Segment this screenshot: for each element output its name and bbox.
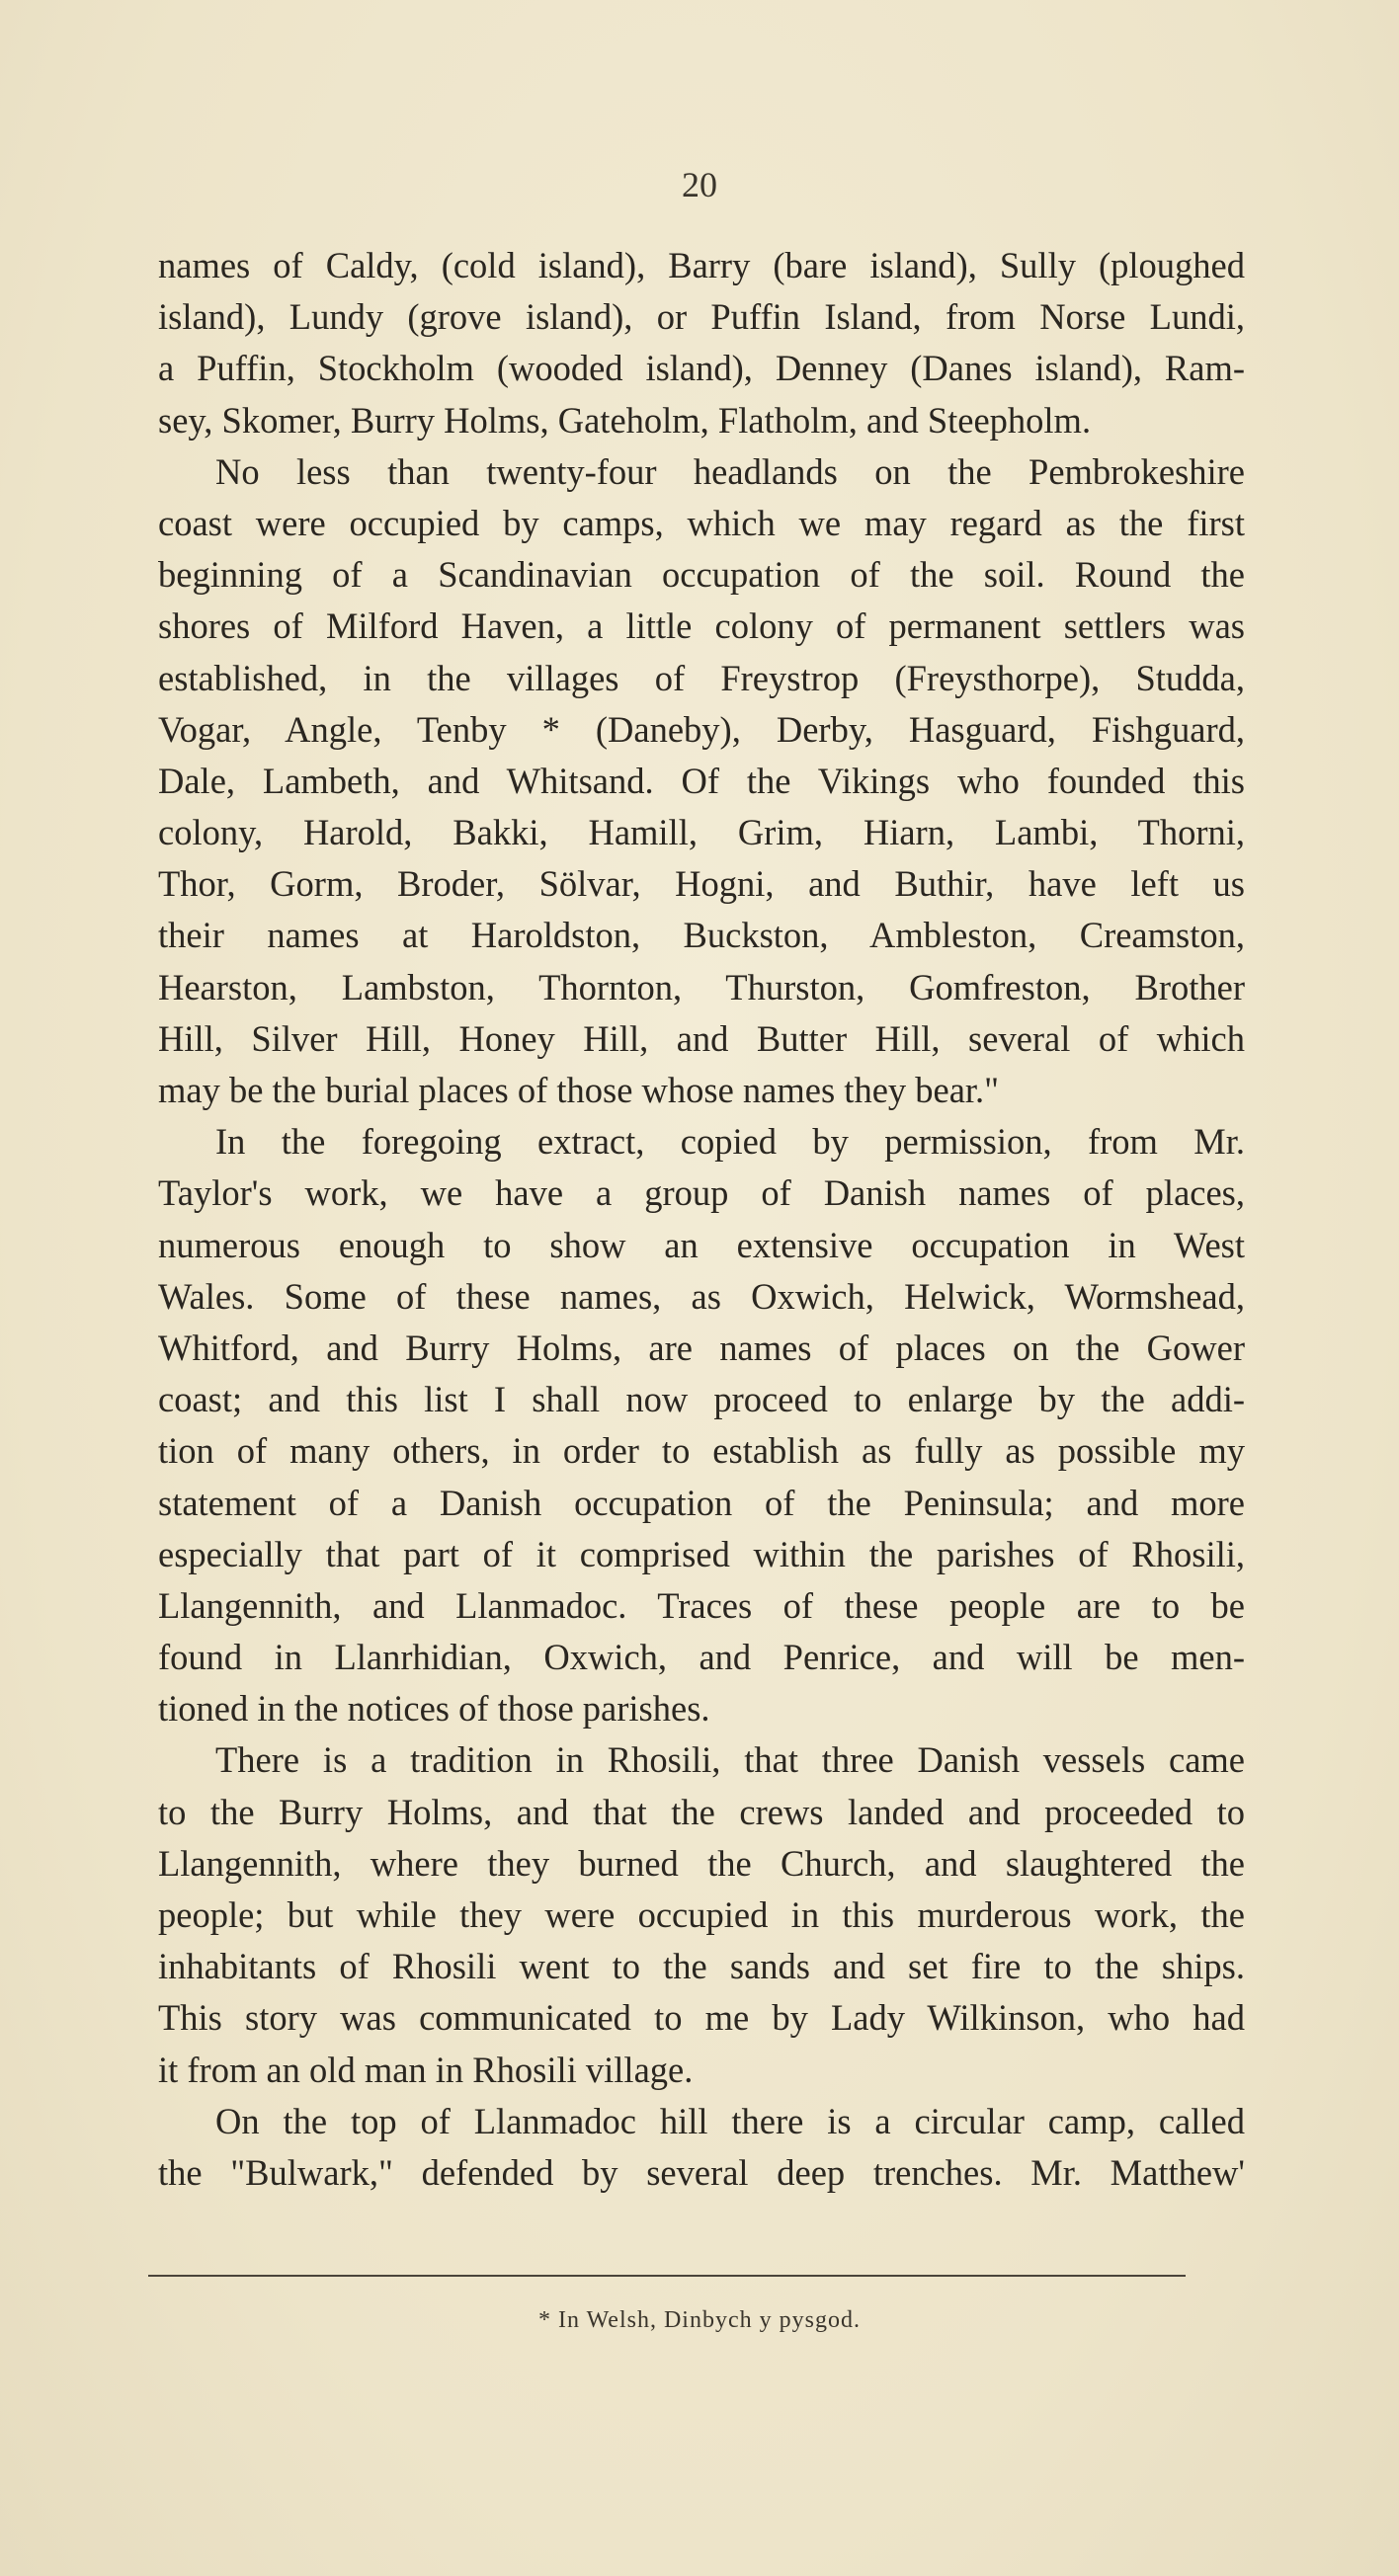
text-line: tion of many others, in order to establish as fully as possible my <box>158 1430 1245 1472</box>
text-line: Thor, Gorm, Broder, Sölvar, Hogni, and Buthir, have left us <box>158 863 1245 905</box>
text-line: to the Burry Holms, and that the crews landed and proceeded to <box>158 1791 1245 1832</box>
footnote: * In Welsh, Dinbych y pysgod. <box>538 2307 861 2333</box>
text-line: numerous enough to show an extensive occupation in West <box>158 1224 1245 1265</box>
text-line: sey, Skomer, Burry Holms, Gateholm, Flatholm, and Steepholm. <box>158 399 1092 441</box>
text-line: especially that part of it comprised within the parishes of Rhosili, <box>158 1533 1245 1574</box>
text-line: Taylor's work, we have a group of Danish names of places, <box>158 1172 1245 1214</box>
text-line: In the foregoing extract, copied by permission, from Mr. <box>215 1121 1245 1163</box>
text-line: Hearston, Lambston, Thornton, Thurston, Gomfreston, Brother <box>158 966 1245 1007</box>
text-line: a Puffin, Stockholm (wooded island), Denney (Danes island), Ram- <box>158 348 1245 389</box>
text-line: Llangennith, where they burned the Church, and slaughtered the <box>158 1842 1245 1884</box>
text-line: colony, Harold, Bakki, Hamill, Grim, Hiarn, Lambi, Thorni, <box>158 812 1245 853</box>
body-text <box>158 240 1245 2199</box>
text-line: Dale, Lambeth, and Whitsand. Of the Vikings who founded this <box>158 760 1245 801</box>
footnote-divider <box>148 2275 1186 2277</box>
text-line: Wales. Some of these names, as Oxwich, Helwick, Wormshead, <box>158 1275 1245 1317</box>
text-line: island), Lundy (grove island), or Puffin Island, from Norse Lundi, <box>158 296 1245 338</box>
text-line: names of Caldy, (cold island), Barry (bare island), Sully (ploughed <box>158 245 1245 285</box>
text-line: coast were occupied by camps, which we may regard as the first <box>158 502 1245 543</box>
text-line: This story was communicated to me by Lady Wilkinson, who had <box>158 1997 1245 2039</box>
text-line: No less than twenty-four headlands on the Pembrokeshire <box>215 450 1245 492</box>
text-line: may be the burial places of those whose names they bear." <box>158 1070 1000 1110</box>
text-line: tioned in the notices of those parishes. <box>158 1688 710 1730</box>
text-line: people; but while they were occupied in this murderous work, the <box>158 1894 1245 1935</box>
text-line: shores of Milford Haven, a little colony of permanent settlers was <box>158 605 1245 647</box>
text-line: Hill, Silver Hill, Honey Hill, and Butter Hill, several of which <box>158 1017 1245 1059</box>
text-line: There is a tradition in Rhosili, that three Danish vessels came <box>215 1739 1245 1781</box>
text-line: On the top of Llanmadoc hill there is a circular camp, called <box>215 2100 1245 2141</box>
text-line: Llangennith, and Llanmadoc. Traces of these people are to be <box>158 1584 1245 1626</box>
text-line: it from an old man in Rhosili village. <box>158 2049 694 2090</box>
text-line: established, in the villages of Freystrop (Freysthorpe), Studda, <box>158 657 1245 698</box>
text-line: found in Llanrhidian, Oxwich, and Penrice, and will be men- <box>158 1637 1245 1678</box>
page-number: 20 <box>682 165 717 204</box>
text-line: statement of a Danish occupation of the Peninsula; and more <box>158 1482 1245 1523</box>
text-line: the "Bulwark," defended by several deep trenches. Mr. Matthew' <box>158 2151 1245 2193</box>
text-line: Vogar, Angle, Tenby * (Daneby), Derby, Hasguard, Fishguard, <box>158 708 1245 750</box>
text-line: inhabitants of Rhosili went to the sands and set fire to the ships. <box>158 1946 1245 1987</box>
text-line: coast; and this list I shall now proceed to enlarge by the addi- <box>158 1379 1245 1420</box>
text-line: their names at Haroldston, Buckston, Ambleston, Creamston, <box>158 915 1245 956</box>
text-line: beginning of a Scandinavian occupation of the soil. Round the <box>158 554 1245 596</box>
text-line: Whitford, and Burry Holms, are names of places on the Gower <box>158 1327 1245 1368</box>
